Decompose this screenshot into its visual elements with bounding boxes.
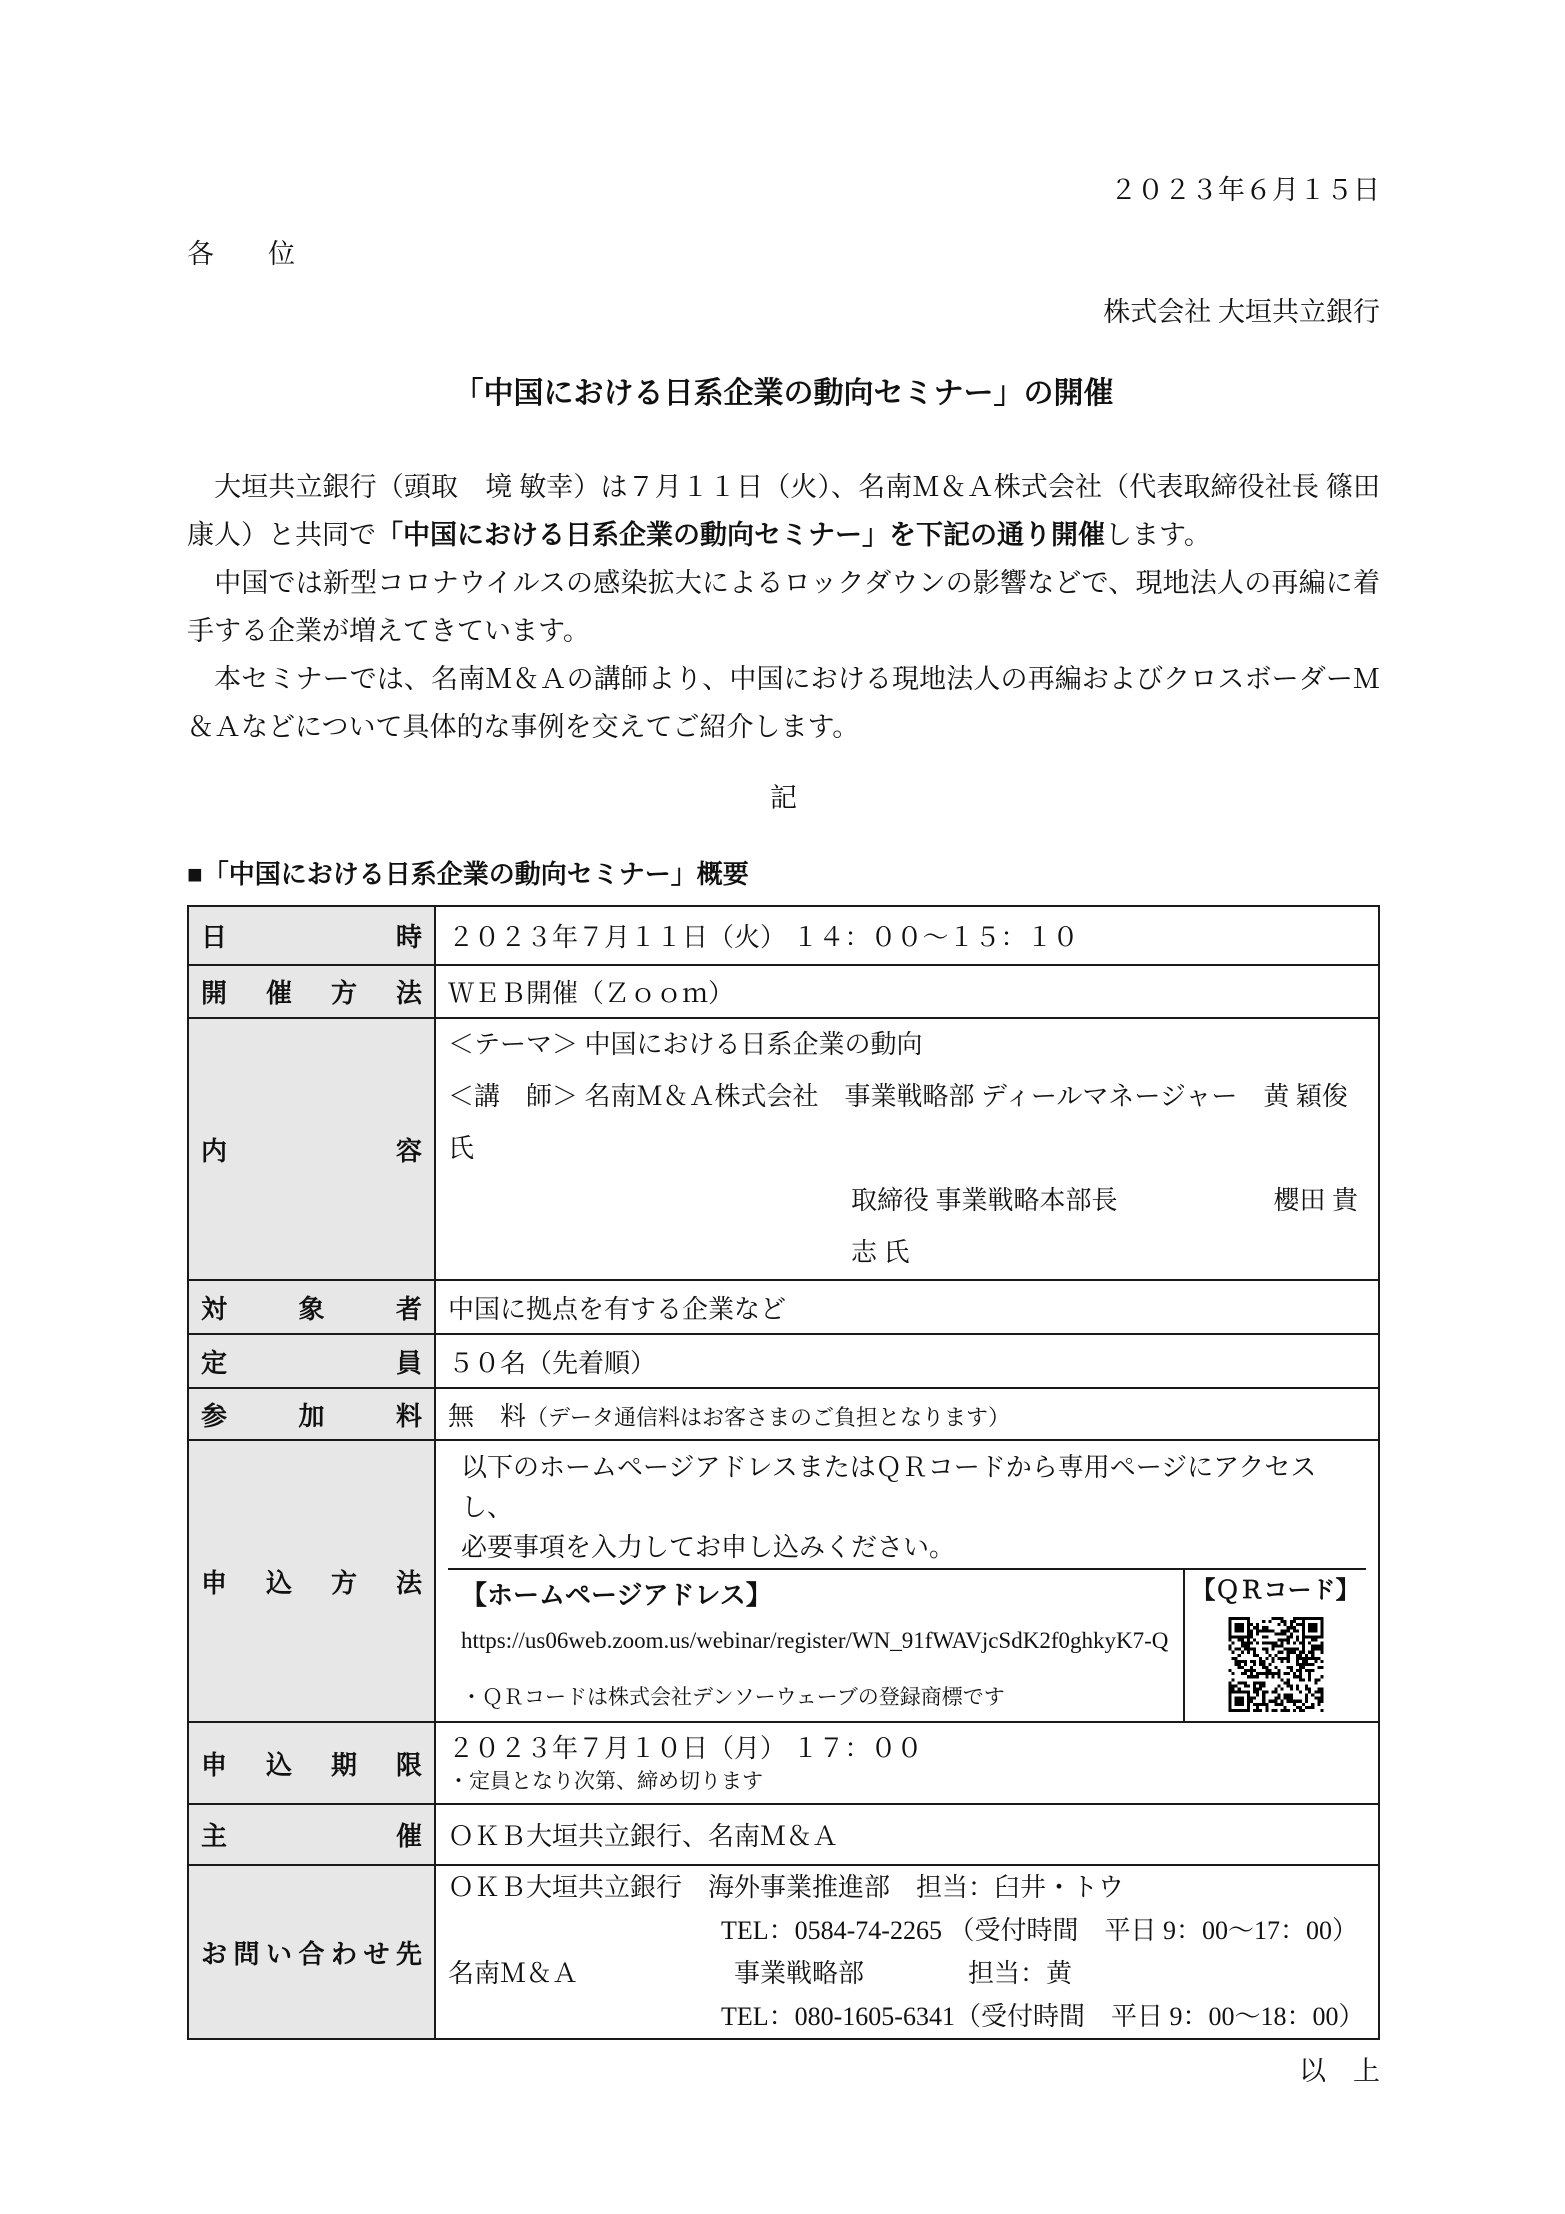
row-fee-label: 参加料 (188, 1388, 435, 1440)
homepage-address-label: 【ホームページアドレス】 (461, 1580, 772, 1610)
row-capacity-value: ５０名（先着順） (435, 1334, 1379, 1388)
contact-line4: TEL：080-1605-6341（受付時間 平日 9：00～18：00） (721, 2002, 1365, 2031)
application-intro (448, 1441, 1366, 1568)
contact-line2: TEL：0584-74-2265 （受付時間 平日 9：00～17：00） (721, 1916, 1358, 1945)
qr-code-cell (1183, 1570, 1366, 1721)
row-datetime-label: 日時 (188, 906, 435, 965)
row-organizer-value: ＯＫＢ大垣共立銀行、名南Ｍ＆Ａ (435, 1804, 1379, 1865)
table-row-deadline (188, 1722, 1379, 1804)
seminar-table (187, 905, 1380, 2040)
fee-note: （データ通信料はお客さまのご負担となります） (526, 1404, 1011, 1430)
date-line: ２０２３年６月１５日 (1110, 175, 1380, 205)
row-content-value (435, 1018, 1379, 1280)
row-method-value: ＷＥＢ開催（Ｚｏｏｍ） (435, 965, 1379, 1018)
qr-code-label: 【ＱＲコード】 (1191, 1577, 1360, 1604)
table-row-organizer (188, 1804, 1379, 1865)
paragraph-1 (187, 463, 1380, 559)
content-theme-line: ＜テーマ＞ 中国における日系企業の動向 (448, 1030, 923, 1059)
body-text (187, 463, 1380, 751)
addressee: 各 位 (187, 239, 295, 269)
content-lecturer-line1: ＜講 師＞ 名南Ｍ＆Ａ株式会社 事業戦略部 ディールマネージャー 黄 穎俊 氏 (448, 1082, 1348, 1163)
deadline-note: ・定員となり次第、締め切ります (448, 1769, 763, 1793)
application-intro-line2: 必要事項を入力してお申し込みください。 (461, 1533, 956, 1562)
homepage-address-cell (448, 1570, 1183, 1721)
row-deadline-value (435, 1722, 1379, 1804)
row-capacity-label: 定員 (188, 1334, 435, 1388)
qr-trademark-note: ・ＱＲコードは株式会社デンソーウェーブの登録商標です (461, 1685, 1005, 1709)
row-contact-label: お問い合わせ先 (188, 1865, 435, 2039)
row-fee-value (435, 1388, 1379, 1440)
record-mark: 記 (770, 783, 797, 813)
row-content-label: 内容 (188, 1018, 435, 1280)
content-lecturer-line2: 取締役 事業戦略本部長 櫻田 貴志 氏 (851, 1186, 1359, 1267)
table-row-target (188, 1280, 1379, 1334)
paragraph-2: 中国では新型コロナウイルスの感染拡大によるロックダウンの影響などで、現地法人の再編に着手する企業が増えてきています。 (187, 568, 1380, 646)
section-heading: ■「中国における日系企業の動向セミナー」概要 (187, 859, 749, 889)
table-row-contact (188, 1865, 1379, 2039)
row-target-value: 中国に拠点を有する企業など (435, 1280, 1379, 1334)
qr-code-icon (1212, 1614, 1340, 1715)
table-row-method (188, 965, 1379, 1018)
table-row-content (188, 1018, 1379, 1280)
paragraph-1-pre: 大垣共立銀行（頭取 境 敏幸）は７月１１日（火）、名南Ｍ＆Ａ株式会社（代表取締役社長 篠田 康人）と共同で (187, 472, 1380, 550)
row-application-value (435, 1440, 1379, 1722)
table-row-fee (188, 1388, 1379, 1440)
table-row-capacity (188, 1334, 1379, 1388)
closing-mark: 以 上 (1299, 2056, 1380, 2086)
deadline-value: ２０２３年７月１０日（月） １７：００ (448, 1734, 923, 1763)
paragraph-3: 本セミナーでは、名南Ｍ＆Ａの講師より、中国における現地法人の再編およびクロスボーダーＭ＆Ａなどについて具体的な事例を交えてご紹介します。 (187, 664, 1380, 742)
table-row-datetime (188, 906, 1379, 965)
fee-main: 無 料 (448, 1401, 527, 1431)
paragraph-1-post: します。 (1105, 520, 1211, 550)
contact-line1: ＯＫＢ大垣共立銀行 海外事業推進部 担当：臼井・トウ (448, 1873, 1125, 1902)
application-sub-table (448, 1568, 1366, 1721)
row-deadline-label: 申込期限 (188, 1722, 435, 1804)
application-intro-line1: 以下のホームページアドレスまたはＱＲコードから専用ページにアクセスし、 (461, 1453, 1317, 1522)
row-target-label: 対象者 (188, 1280, 435, 1334)
contact-line3: 名南Ｍ＆Ａ 事業戦略部 担当：黄 (448, 1959, 1073, 1988)
row-method-label: 開催方法 (188, 965, 435, 1018)
row-contact-value (435, 1865, 1379, 2039)
row-application-label: 申込方法 (188, 1440, 435, 1722)
paragraph-1-bold: 「中国における日系企業の動向セミナー」を下記の通り開催 (376, 520, 1105, 550)
company-name: 株式会社 大垣共立銀行 (1103, 297, 1380, 327)
row-datetime-value: ２０２３年７月１１日（火） １４：００～１５：１０ (435, 906, 1379, 965)
registration-url[interactable]: https://us06web.zoom.us/webinar/register/WN_91fWAVjcSdK2f0ghkyK7-Q (461, 1628, 1169, 1653)
document-title: 「中国における日系企業の動向セミナー」の開催 (453, 377, 1114, 410)
row-organizer-label: 主催 (188, 1804, 435, 1865)
table-row-application (188, 1440, 1379, 1722)
